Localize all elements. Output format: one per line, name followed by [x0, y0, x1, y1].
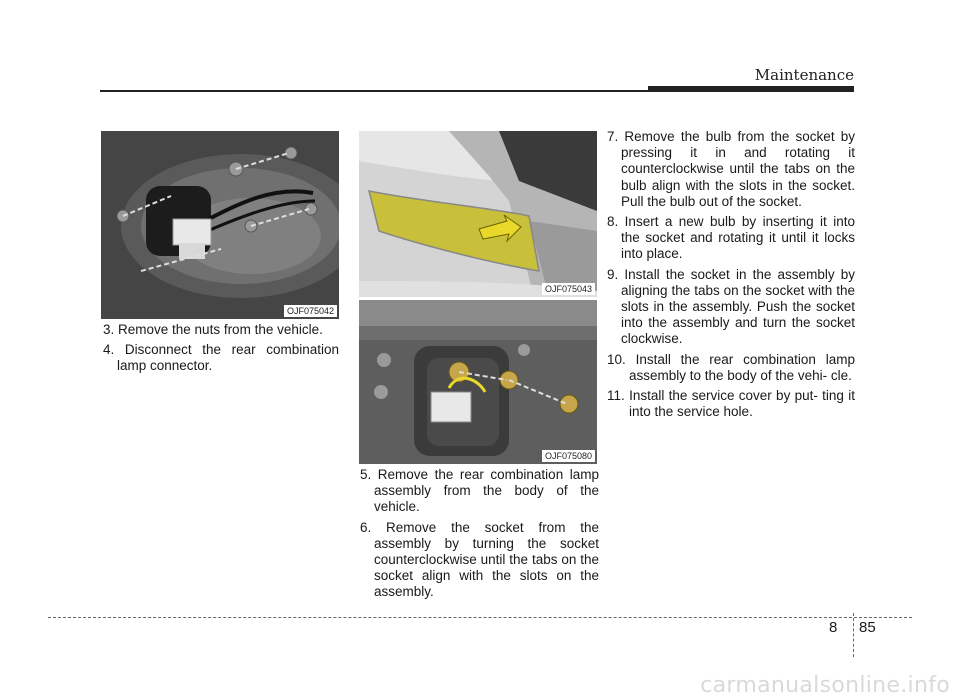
figure-lamp-assembly — [359, 131, 597, 297]
steps-column-1 — [103, 322, 339, 379]
step-4: 4. Disconnect the rear combination lamp connector. — [103, 342, 339, 374]
step-9: 9. Install the socket in the assembly by aligning the tabs on the socket with the slots in the assembly. Push the socket into the assembly and turn the socket clockwise. — [607, 266, 855, 347]
step-6: 6. Remove the socket from the assembly by turning the socket counterclockwise until the tabs on the socket align with the slots on the assembly. — [360, 519, 599, 600]
figure-code: OJF075042 — [284, 305, 337, 317]
page-number: 85 — [859, 619, 876, 636]
header-rule-thin — [100, 90, 648, 92]
step-7: 7. Remove the bulb from the socket by pressing it in and rotating it counterclockwise until the tabs on the bulb align with the slots in the socket. Pull the bulb out of the socket. — [607, 129, 855, 209]
watermark: carmanualsonline.info — [700, 673, 950, 698]
step-10: 10. Install the rear combination lamp assembly to the body of the vehi- cle. — [607, 351, 855, 383]
steps-column-2 — [360, 467, 599, 605]
step-5: 5. Remove the rear combination lamp assembly from the body of the vehicle. — [360, 467, 599, 515]
figure-nuts-connector — [101, 131, 339, 319]
section-title: Maintenance — [754, 66, 854, 84]
step-11: 11. Install the service cover by put- ting it into the service hole. — [607, 388, 855, 420]
step-8: 8. Insert a new bulb by inserting it into the socket and rotating it until it locks into place. — [607, 214, 855, 262]
socket-illustration — [359, 300, 597, 464]
nuts-connector-illustration — [101, 131, 339, 319]
footer-rule — [48, 617, 912, 618]
figure-socket — [359, 300, 597, 464]
figure-code: OJF075080 — [542, 450, 595, 462]
lamp-assembly-illustration — [359, 131, 597, 297]
steps-column-3 — [607, 129, 855, 424]
page-divider — [853, 613, 854, 657]
figure-code: OJF075043 — [542, 283, 595, 295]
chapter-number: 8 — [829, 619, 838, 636]
step-3: 3. Remove the nuts from the vehicle. — [103, 322, 323, 337]
header-rule-thick — [648, 86, 854, 92]
